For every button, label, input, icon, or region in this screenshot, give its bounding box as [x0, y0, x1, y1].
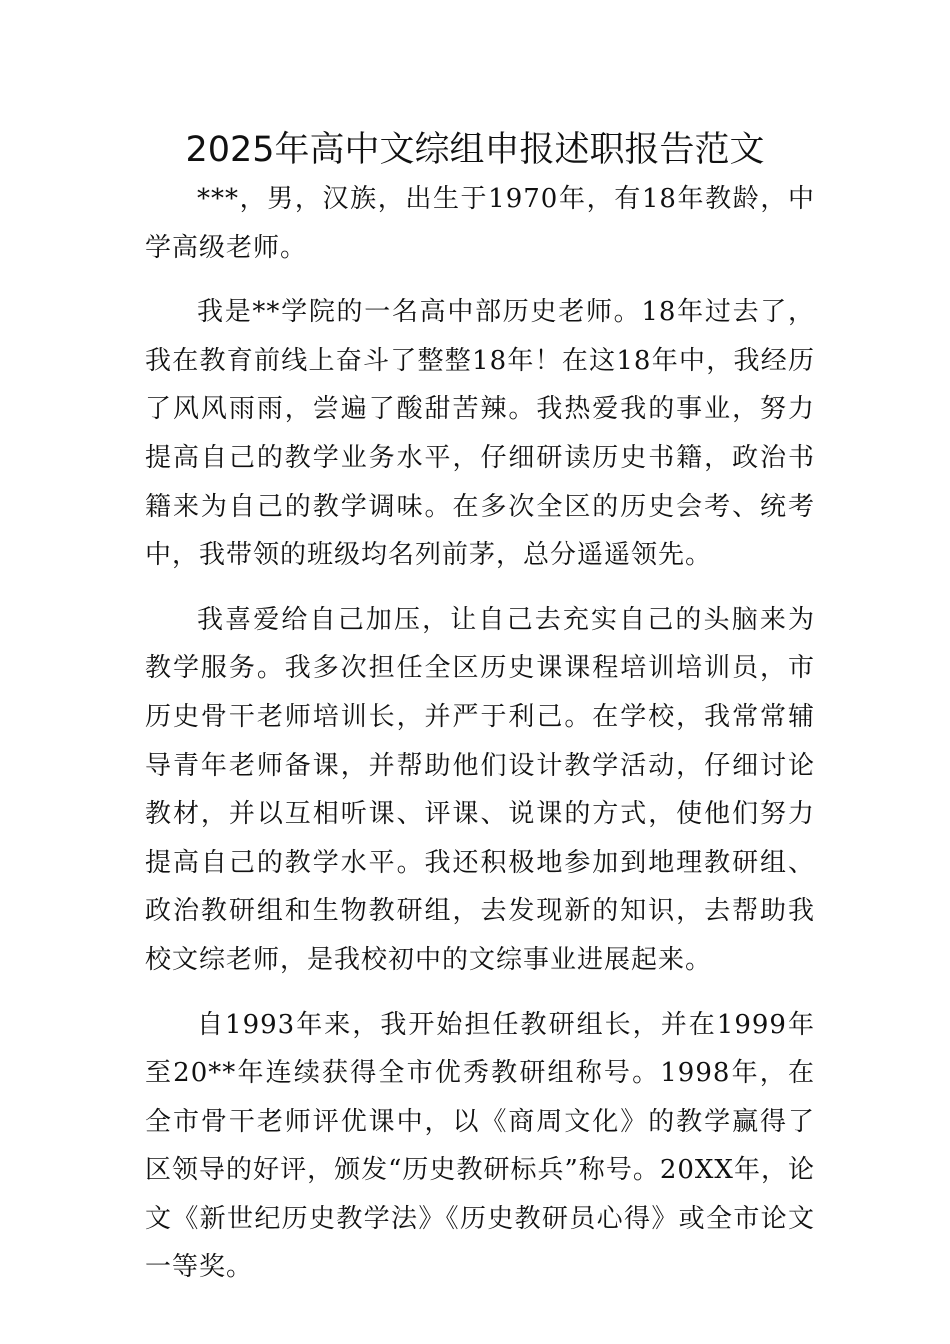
paragraph-achievements: 自1993年来，我开始担任教研组长，并在1999年至20**年连续获得全市优秀教研组称号。1998年，在全市骨干老师评优课中，以《商周文化》的教学赢得了区领导的好评，颁发“历史教研标兵”称号。20XX年，论文《新世纪历史教学法》《历史教研员心得》或全市论文一等奖。	[145, 1009, 815, 1283]
document-body	[145, 175, 815, 1292]
paragraph-teaching-career: 我是**学院的一名高中部历史老师。18年过去了，我在教育前线上奋斗了整整18年！在这18年中，我经历了风风雨雨，尝遍了酸甜苦辣。我热爱我的事业，努力提高自己的教学业务水平，仔细研读历史书籍，政治书籍来为自己的教学调味。在多次全区的历史会考、统考中，我带领的班级均名列前茅，总分遥遥领先。	[145, 297, 815, 571]
paragraph-self-improvement: 我喜爱给自己加压，让自己去充实自己的头脑来为教学服务。我多次担任全区历史课课程培训培训员，市历史骨干老师培训长，并严于利己。在学校，我常常辅导青年老师备课，并帮助他们设计教学活动，仔细讨论教材，并以互相听课、评课、说课的方式，使他们努力提高自己的教学水平。我还积极地参加到地理教研组、政治教研组和生物教研组，去发现新的知识，去帮助我校文综老师，是我校初中的文综事业进展起来。	[145, 604, 815, 975]
paragraph-intro: ***，男，汉族，出生于1970年，有18年教龄，中学高级老师。	[145, 184, 815, 263]
document-title: 2025年高中文综组申报述职报告范文	[185, 130, 765, 170]
